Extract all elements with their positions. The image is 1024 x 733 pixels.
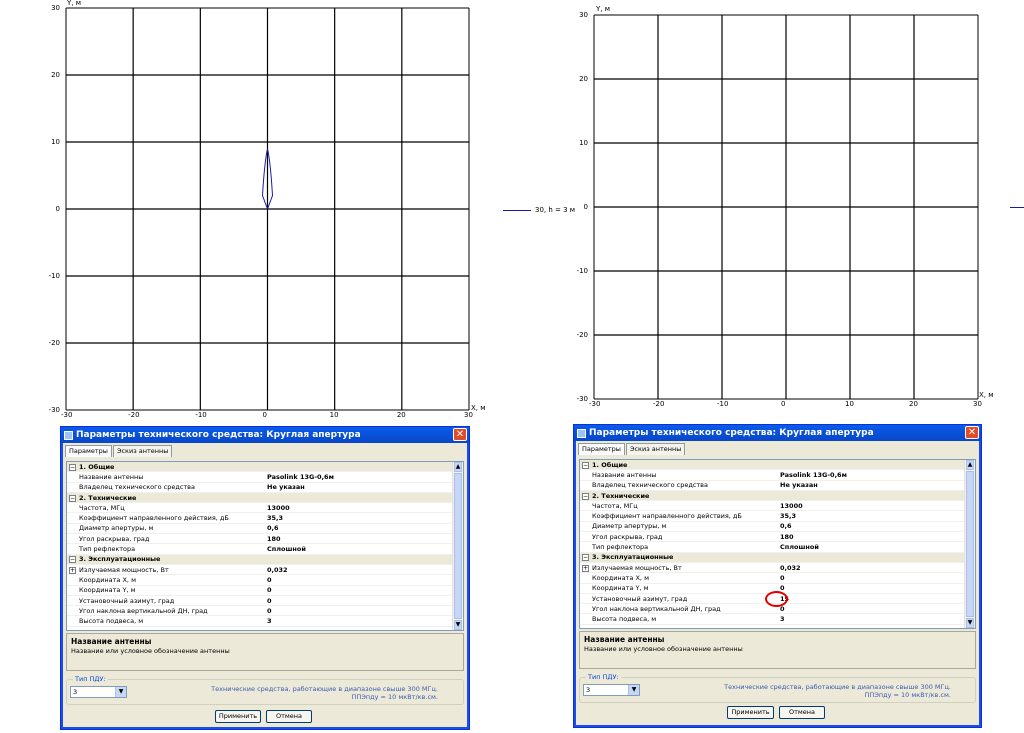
prop-name: Установочный азимут, град [79,596,175,605]
right-plot-ylabel: Y, м [596,5,611,13]
prop-value[interactable]: 3 [267,617,272,626]
pdu-select[interactable] [70,686,127,698]
prop-row[interactable] [67,596,463,606]
tab-strip [578,443,685,455]
prop-name: Коэффициент направленного действия, дБ [79,514,229,523]
section-general[interactable] [67,462,463,472]
right-plot-xtick: 20 [909,400,918,408]
prop-value[interactable]: 0,032 [267,565,288,574]
prop-name: Частота, МГц [592,501,638,510]
prop-name: Координата Y, м [79,586,136,595]
chevron-down-icon[interactable]: ▼ [115,687,126,697]
prop-row[interactable] [67,472,463,482]
prop-row[interactable] [580,532,975,542]
prop-value[interactable]: 180 [780,532,794,541]
prop-name: Название антенны [79,472,144,481]
section-label: 3. Эксплуатационные [79,555,161,564]
prop-row[interactable] [580,573,975,583]
note-line1: Технические средства, работающие в диапазоне свыше 300 МГц. [724,683,951,691]
section-label: 2. Технические [79,493,137,502]
right-plot-ytick: -30 [576,395,588,403]
prop-row[interactable] [67,483,463,493]
collapse-icon[interactable]: − [583,461,589,469]
collapse-icon[interactable]: − [583,492,589,500]
right-plot-xtick: -10 [717,400,729,408]
prop-row[interactable] [67,586,463,596]
prop-value[interactable]: 3 [780,615,785,624]
scroll-down-icon[interactable]: ▼ [455,621,461,628]
params-dialog-left[interactable] [60,426,470,730]
dialog-title: Параметры технического средства: Круглая апертура [76,430,361,440]
section-label: 2. Технические [592,491,650,500]
prop-name: Угол раскрыва, град [592,532,663,541]
right-plot-xlabel: X, м [979,391,994,399]
left-plot-ytick: 30 [51,4,60,12]
dialog-titlebar[interactable] [61,427,469,443]
prop-row[interactable] [67,544,463,554]
prop-name: Излучаемая мощность, Вт [79,565,169,574]
prop-value[interactable]: 15 [780,594,790,603]
prop-value[interactable]: 0,6 [267,524,279,533]
desc-title: Название антенны [584,635,665,644]
apply-button[interactable]: Применить [215,710,261,723]
section-operational[interactable] [67,555,463,565]
prop-value[interactable]: 13000 [267,503,290,512]
prop-name: Координата X, м [79,575,136,584]
scroll-up-icon[interactable]: ▲ [967,461,973,468]
section-label: 1. Общие [592,460,628,469]
collapse-icon[interactable]: − [70,463,76,471]
pdu-select[interactable] [583,684,640,696]
prop-name: Тип рефлектора [592,543,649,552]
dialog-title: Параметры технического средства: Круглая апертура [589,428,874,438]
prop-value[interactable]: 180 [267,534,281,543]
legend-label: 30, h = 3 м [535,206,576,214]
prop-value[interactable]: 13000 [780,501,803,510]
tab-parameters[interactable]: Параметры [65,445,112,457]
prop-row[interactable] [580,511,975,521]
left-plot-xtick: -30 [61,411,73,419]
app-icon [64,431,73,440]
right-plot-xtick: 0 [781,400,786,408]
vertical-scrollbar[interactable] [452,462,463,630]
expand-icon[interactable]: + [583,564,589,572]
prop-row[interactable] [67,534,463,544]
prop-name: Угол раскрыва, град [79,534,150,543]
prop-row[interactable] [67,524,463,534]
tab-antenna-sketch[interactable]: Эскиз антенны [626,443,685,455]
right-plot-legend-line [1010,207,1024,208]
right-plot-ytick: 20 [579,75,588,83]
prop-row[interactable] [67,616,463,626]
scroll-down-icon[interactable]: ▼ [967,619,973,626]
cancel-button[interactable]: Отмена [779,706,825,719]
right-plot-ytick: 0 [583,203,588,211]
desc-text: Название или условное обозначение антенны [584,645,743,653]
left-plot-xtick: 10 [329,411,339,419]
left-plot-xlabel: X, м [471,404,486,412]
prop-name: Высота подвеса, м [592,615,657,624]
description-panel [66,633,464,671]
prop-name: Излучаемая мощность, Вт [592,563,682,572]
pdu-note [201,685,438,701]
prop-value[interactable]: 0 [267,606,272,615]
apply-button[interactable]: Применить [727,706,774,719]
cancel-button[interactable]: Отмена [266,710,312,723]
property-grid[interactable] [66,461,464,631]
left-plot-ytick: 10 [51,138,60,146]
section-label: 1. Общие [79,462,115,471]
pdu-caption: Тип ПДУ: [75,675,106,683]
scroll-up-icon[interactable]: ▲ [455,463,461,470]
prop-value[interactable]: Не указан [267,483,305,492]
right-plot-ytick: -10 [576,267,588,275]
close-button[interactable]: ✕ [453,428,467,441]
left-plot-ytick: -10 [48,272,60,280]
prop-name: Коэффициент направленного действия, дБ [592,512,742,521]
prop-value[interactable]: 0 [267,586,272,595]
pdu-caption: Тип ПДУ: [588,673,619,681]
tab-strip [65,445,172,457]
collapse-icon[interactable]: − [70,494,76,502]
section-operational[interactable] [580,553,975,563]
right-plot-xtick: -30 [589,400,601,408]
prop-name: Высота подвеса, м [79,617,144,626]
left-plot-xtick: -10 [195,411,207,419]
left-plot-xtick: 0 [262,411,267,419]
prop-name: Название антенны [592,470,657,479]
right-plot-ytick: -20 [576,331,588,339]
collapse-icon[interactable]: − [583,554,589,562]
left-plot-ylabel: Y, м [67,0,82,7]
prop-value[interactable]: Сплошной [780,543,819,552]
prop-name: Угол наклона вертикальной ДН, град [79,606,208,615]
note-line2: ППЭпду = 10 мкВт/кв.см. [864,691,951,699]
prop-value[interactable]: Не указан [780,481,818,490]
prop-row[interactable] [580,481,975,491]
prop-value[interactable]: 0,6 [780,522,792,531]
left-plot-ytick: -30 [48,406,60,414]
section-label: 3. Эксплуатационные [592,553,674,562]
left-plot-ytick: 20 [51,71,60,79]
app-icon [577,429,586,438]
section-technical[interactable] [67,493,463,503]
prop-name: Владелец технического средства [592,481,708,490]
prop-name: Диаметр апертуры, м [592,522,667,531]
scroll-thumb[interactable] [966,471,974,617]
prop-name: Частота, МГц [79,503,125,512]
prop-row[interactable] [580,470,975,480]
tab-antenna-sketch[interactable]: Эскиз антенны [113,445,172,457]
highlight-circle [765,591,788,607]
prop-name: Угол наклона вертикальной ДН, град [592,604,721,613]
prop-value[interactable]: 0 [267,596,272,605]
left-plot-xtick: -20 [128,411,140,419]
right-plot-ytick: 30 [579,11,588,19]
right-plot-ytick: 10 [579,139,588,147]
description-panel [579,631,976,669]
prop-value[interactable]: 0,032 [780,563,801,572]
expand-icon[interactable]: + [70,566,76,574]
desc-text: Название или условное обозначение антенны [71,647,230,655]
prop-row[interactable] [580,522,975,532]
tab-parameters[interactable]: Параметры [578,443,625,455]
prop-row[interactable] [580,501,975,511]
chevron-down-icon[interactable]: ▼ [628,685,639,695]
prop-value[interactable]: 0 [780,573,785,582]
prop-value[interactable]: 0 [780,584,785,593]
params-dialog-right[interactable] [573,424,982,728]
dialog-titlebar[interactable] [574,425,981,441]
left-plot-ytick: -20 [48,339,60,347]
note-line2: ППЭпду = 10 мкВт/кв.см. [351,693,438,701]
right-plot-xtick: 30 [973,400,982,408]
section-technical[interactable] [580,491,975,501]
prop-row[interactable] [67,606,463,616]
section-general[interactable] [580,460,975,470]
left-plot-xtick: 30 [464,411,473,419]
prop-value[interactable]: 35,3 [780,512,797,521]
collapse-icon[interactable]: − [70,556,76,564]
prop-row[interactable] [67,513,463,523]
prop-value[interactable]: Сплошной [267,545,306,554]
prop-name: Диаметр апертуры, м [79,524,154,533]
prop-name: Тип рефлектора [79,545,136,554]
note-line1: Технические средства, работающие в диапазоне свыше 300 МГц. [211,685,438,693]
prop-value[interactable]: Pasolink 13G-0,6м [780,470,847,479]
prop-row[interactable] [580,563,975,573]
prop-name: Координата X, м [592,573,649,582]
scroll-thumb[interactable] [454,473,462,619]
vertical-scrollbar[interactable] [964,460,975,628]
left-plot-ytick: 0 [55,205,60,213]
pdu-value: 3 [586,686,591,694]
desc-title: Название антенны [71,637,152,646]
pdu-value: 3 [73,688,78,696]
prop-row[interactable] [580,614,975,624]
prop-row[interactable] [67,575,463,585]
prop-name: Координата Y, м [592,584,649,593]
prop-name: Владелец технического средства [79,483,195,492]
prop-value[interactable]: 0 [780,604,785,613]
prop-name: Установочный азимут, град [592,594,688,603]
pdu-note [714,683,951,699]
close-button[interactable]: ✕ [965,426,979,439]
prop-row[interactable] [580,542,975,552]
prop-row[interactable] [67,503,463,513]
prop-row[interactable] [67,565,463,575]
prop-value[interactable]: 0 [267,575,272,584]
prop-value[interactable]: Pasolink 13G-0,6м [267,472,334,481]
right-plot-xtick: -20 [653,400,665,408]
left-plot-xtick: 20 [396,411,406,419]
right-plot-xtick: 10 [845,400,854,408]
prop-value[interactable]: 35,3 [267,514,284,523]
